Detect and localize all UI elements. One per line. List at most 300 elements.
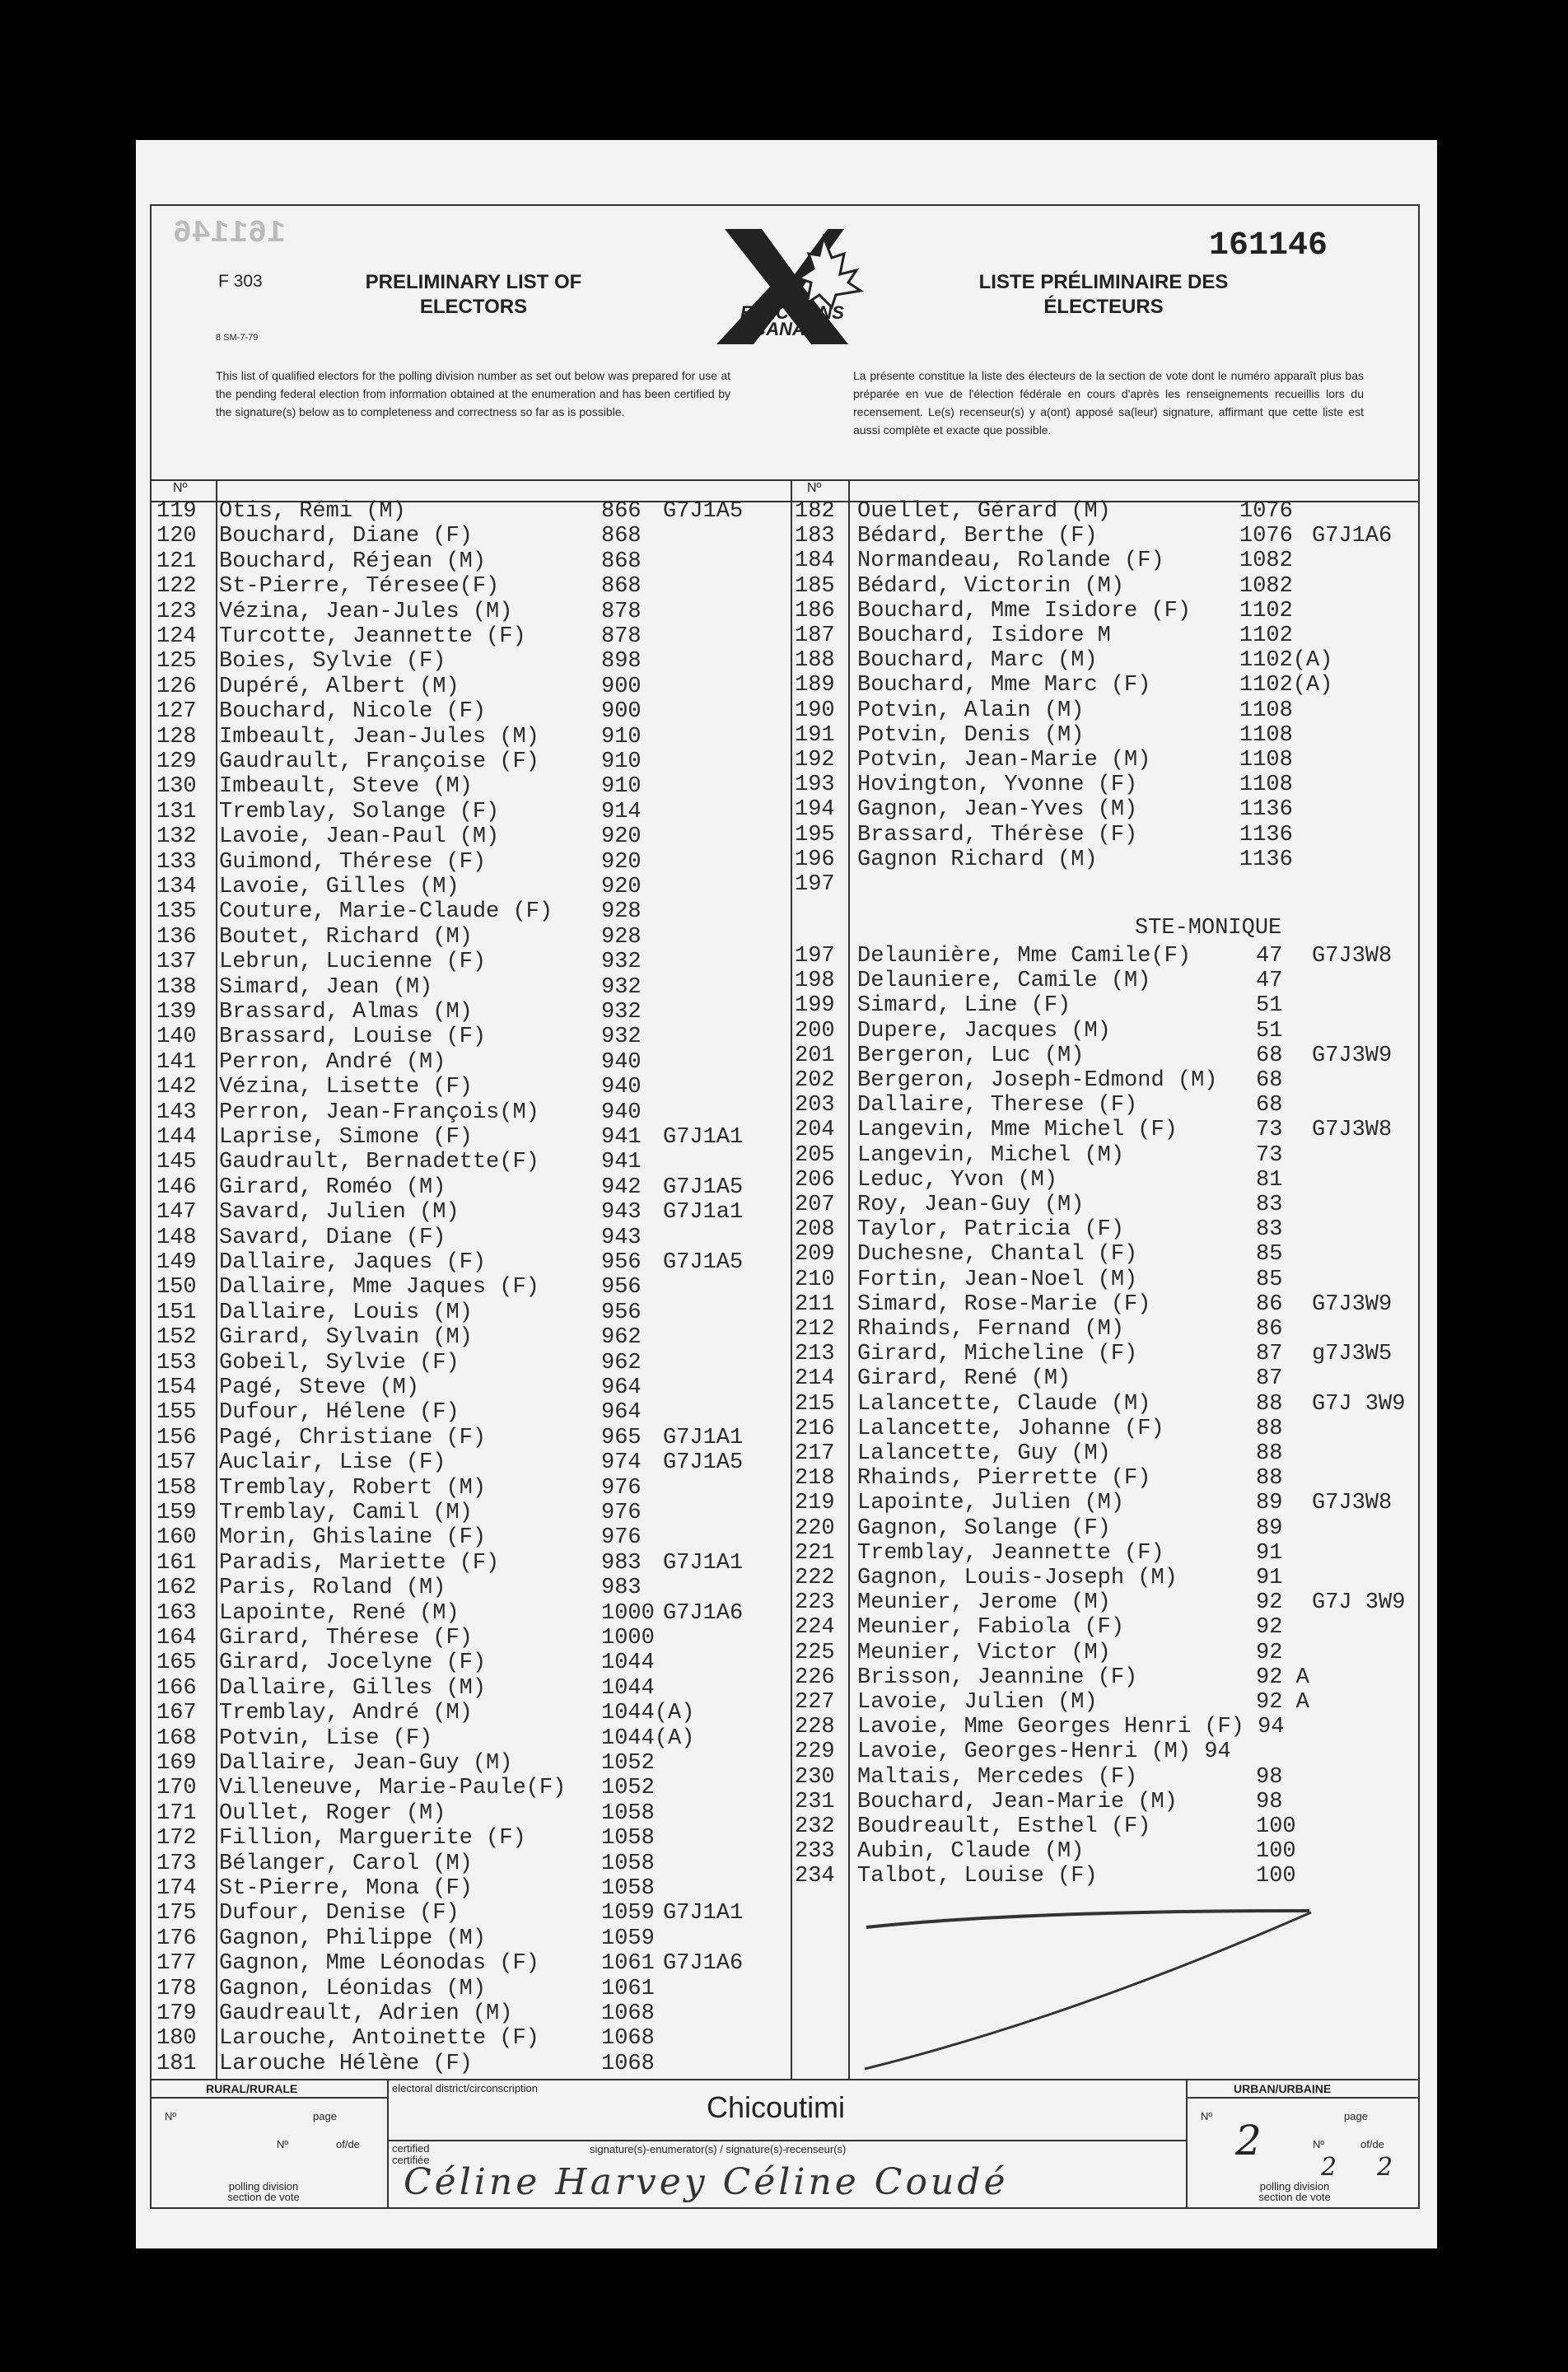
elector-number: 203 — [795, 1093, 835, 1118]
elector-number: 140 — [156, 1025, 197, 1050]
elector-address: 87 — [1256, 1342, 1283, 1367]
elector-number: 151 — [156, 1300, 197, 1325]
elector-name: Gaudrault, Françoise (F) — [219, 749, 539, 774]
elector-number: 165 — [156, 1651, 197, 1676]
elector-address: 1059 — [601, 1926, 655, 1951]
section-heading: STE-MONIQUE — [1135, 916, 1282, 941]
center-rule — [791, 479, 792, 2080]
elector-name: Savard, Julien (M) — [219, 1200, 460, 1226]
elector-name: Girard, Sylvain (M) — [219, 1325, 473, 1351]
elector-number: 125 — [156, 649, 197, 675]
elector-number: 159 — [156, 1501, 197, 1525]
elector-number: 175 — [156, 1901, 197, 1926]
elector-name: Tremblay, Robert (M) — [219, 1475, 487, 1501]
elector-name: Perron, André (M) — [219, 1049, 446, 1075]
elector-address: 1061 — [601, 1951, 655, 1977]
elector-address: 92 — [1256, 1615, 1283, 1641]
elector-name: Dupéré, Albert (M) — [219, 674, 460, 699]
elector-address: 940 — [601, 1075, 642, 1100]
elector-address: 83 — [1256, 1217, 1283, 1243]
serial-number: 161146 — [1209, 227, 1328, 264]
elector-number: 135 — [156, 899, 197, 925]
elector-address: 51 — [1256, 1018, 1283, 1044]
elector-number: 206 — [795, 1167, 835, 1193]
elector-number: 146 — [156, 1174, 197, 1200]
elector-name: Girard, Roméo (M) — [219, 1174, 446, 1200]
elector-number: 156 — [156, 1425, 197, 1450]
elector-number: 162 — [156, 1576, 197, 1601]
elector-name: Perron, Jean-François(M) — [219, 1100, 539, 1125]
elector-name: Imbeault, Jean-Jules (M) — [219, 724, 539, 749]
elector-name: Guimond, Thérese (F) — [219, 849, 487, 875]
elector-name: Taylor, Patricia (F) — [857, 1217, 1125, 1243]
elector-address: 1076 — [1239, 499, 1293, 524]
elector-name: Bouchard, Nicole (F) — [219, 699, 487, 725]
urban-no-value: 2 — [1235, 2117, 1262, 2164]
elector-number: 154 — [156, 1375, 197, 1400]
elector-name: Brassard, Thérèse (F) — [857, 822, 1138, 847]
end-of-list-strike — [856, 1894, 1318, 2084]
elector-address: 976 — [601, 1475, 642, 1501]
elector-name: Dallaire, Jaques (F) — [219, 1250, 487, 1275]
elector-number: 209 — [795, 1242, 835, 1268]
elector-name: Ouellet, Gérard (M) — [857, 499, 1111, 524]
elector-name: Talbot, Louise (F) — [857, 1864, 1098, 1889]
elector-name: Bergeron, Joseph-Edmond (M) — [857, 1068, 1218, 1093]
elector-number: 197 — [795, 944, 835, 969]
footer-top-rule — [150, 2079, 1420, 2080]
elector-name: Dupere, Jacques (M) — [857, 1018, 1111, 1044]
left-elector-list — [156, 499, 782, 2080]
elector-name: Oullet, Roger (M) — [219, 1800, 446, 1826]
elector-address: 962 — [601, 1350, 642, 1375]
elector-postal-code: G7J1A1 — [663, 1550, 744, 1576]
elector-address: 68 — [1256, 1068, 1283, 1093]
elector-name: Lavoie, Julien (M) — [857, 1690, 1098, 1715]
elector-name: Laprise, Simone (F) — [219, 1125, 473, 1150]
print-code: 8 SM-7-79 — [216, 333, 259, 343]
elector-number: 208 — [795, 1217, 835, 1243]
elector-address: 940 — [601, 1049, 642, 1075]
elector-address: 1059 — [601, 1901, 655, 1926]
elector-number: 166 — [156, 1675, 197, 1701]
rural-label: RURAL/RURALE — [206, 2082, 298, 2095]
elector-address: 1136 — [1239, 822, 1293, 847]
elector-address: 941 — [601, 1125, 642, 1150]
table-top-rule — [150, 479, 1420, 481]
elector-number: 132 — [156, 824, 197, 850]
elector-number: 193 — [795, 773, 835, 798]
elector-address: 1076 — [1239, 524, 1293, 549]
elector-name: Potvin, Alain (M) — [857, 698, 1085, 723]
elector-name: Lavoie, Georges-Henri (M) 94 — [857, 1739, 1231, 1765]
elector-address: 976 — [601, 1501, 642, 1525]
elector-postal-code: G7J1A6 — [1312, 524, 1393, 549]
elector-number: 176 — [156, 1926, 197, 1951]
elector-address: 1068 — [601, 2001, 655, 2026]
elector-address: 868 — [601, 524, 642, 549]
elector-address: 898 — [601, 649, 642, 675]
elector-name: Simard, Rose-Marie (F) — [857, 1291, 1151, 1317]
elector-name: St-Pierre, Téresee(F) — [219, 574, 500, 600]
elector-name: Tremblay, André (M) — [219, 1701, 473, 1726]
elector-name: Lavoie, Gilles (M) — [219, 875, 460, 899]
signatures-label: signature(s)-enumerator(s) / signature(s)-recenseur(s) — [590, 2143, 847, 2155]
elector-address: 956 — [601, 1250, 642, 1275]
elector-name: Villeneuve, Marie-Paule(F) — [219, 1776, 567, 1801]
elector-address: 942 — [601, 1174, 642, 1200]
elector-number: 224 — [795, 1615, 835, 1641]
elector-address: 68 — [1256, 1043, 1283, 1068]
elector-address: 943 — [601, 1200, 642, 1226]
elector-number: 211 — [795, 1291, 835, 1317]
elector-number: 119 — [156, 499, 197, 524]
elector-name: Tremblay, Camil (M) — [219, 1501, 473, 1525]
elector-number: 234 — [795, 1864, 835, 1889]
elector-number: 152 — [156, 1325, 197, 1351]
elector-number: 228 — [795, 1715, 835, 1740]
elector-name: Dallaire, Gilles (M) — [219, 1675, 487, 1701]
rural-page-label: page — [313, 2110, 337, 2122]
elector-name: Vézina, Lisette (F) — [219, 1075, 473, 1100]
elector-address: 928 — [601, 924, 642, 950]
elector-name: Savard, Diane (F) — [219, 1225, 446, 1250]
elector-number: 213 — [795, 1342, 835, 1367]
elector-number: 201 — [795, 1043, 835, 1068]
elector-name: Bouchard, Marc (M) — [857, 648, 1098, 674]
elector-number: 179 — [156, 2001, 197, 2026]
elector-postal-code: G7J3W9 — [1312, 1291, 1393, 1317]
elector-name: Girard, Jocelyne (F) — [219, 1651, 487, 1676]
elector-address: 900 — [601, 674, 642, 699]
elector-address: 932 — [601, 1025, 642, 1050]
elector-number: 182 — [795, 499, 835, 524]
elector-address: 932 — [601, 1000, 642, 1025]
elector-number: 170 — [156, 1776, 197, 1801]
elector-name: Rhainds, Fernand (M) — [857, 1317, 1125, 1342]
elector-number: 223 — [795, 1590, 835, 1616]
elector-name: Bouchard, Jean-Marie (M) — [857, 1789, 1178, 1814]
urban-page-no-value: 2 — [1321, 2153, 1337, 2182]
elector-name: Turcotte, Jeannette (F) — [219, 624, 526, 649]
elector-number: 204 — [795, 1118, 835, 1143]
elector-address: 88 — [1256, 1391, 1283, 1417]
elector-number: 138 — [156, 974, 197, 1000]
elector-address: 866 — [601, 499, 642, 524]
elector-number: 121 — [156, 549, 197, 574]
elector-number: 192 — [795, 748, 835, 773]
elector-number: 231 — [795, 1789, 835, 1814]
elector-name: Lalancette, Johanne (F) — [857, 1416, 1164, 1441]
elector-postal-code: G7J1A5 — [663, 1174, 744, 1200]
elector-number: 227 — [795, 1690, 835, 1715]
elector-name: Langevin, Mme Michel (F) — [857, 1118, 1178, 1143]
elector-name: Paris, Roland (M) — [219, 1576, 446, 1601]
elector-name: Paradis, Mariette (F) — [219, 1550, 500, 1576]
elector-address: 910 — [601, 724, 642, 749]
elector-name: Lavoie, Mme Georges Henri (F) 94 — [857, 1715, 1285, 1740]
elector-address: 81 — [1256, 1167, 1283, 1193]
elector-name: Pagé, Christiane (F) — [219, 1425, 487, 1450]
elector-address: 73 — [1256, 1118, 1283, 1143]
elector-number: 142 — [156, 1075, 197, 1100]
elector-name: Bélanger, Carol (M) — [219, 1851, 473, 1876]
elector-number: 205 — [795, 1142, 835, 1168]
elector-number: 183 — [795, 524, 835, 549]
elector-number: 122 — [156, 574, 197, 600]
elector-number: 214 — [795, 1366, 835, 1392]
elector-name: Brisson, Jeannine (F) — [857, 1665, 1138, 1690]
elector-number: 131 — [156, 799, 197, 824]
elector-name: Dallaire, Mme Jaques (F) — [219, 1275, 539, 1300]
elector-number: 199 — [795, 993, 835, 1019]
elector-postal-code: G7J3W9 — [1312, 1043, 1393, 1068]
elector-postal-code: G7J3W8 — [1312, 1491, 1393, 1516]
elector-number: 124 — [156, 624, 197, 649]
elector-postal-code: G7J1A6 — [663, 1951, 744, 1977]
elector-name: Duchesne, Chantal (F) — [857, 1242, 1138, 1268]
elector-name: Delaunière, Mme Camile(F) — [857, 944, 1192, 969]
urban-page-no-label: Nº — [1313, 2138, 1325, 2150]
elector-address: 47 — [1256, 969, 1283, 994]
elector-number: 218 — [795, 1466, 835, 1492]
elector-address: 92 A — [1256, 1665, 1309, 1690]
elector-address: 1044(A) — [601, 1701, 695, 1726]
elector-number: 168 — [156, 1725, 197, 1751]
elector-number: 210 — [795, 1267, 835, 1292]
elector-name: Aubin, Claude (M) — [857, 1839, 1085, 1865]
urban-no-label: Nº — [1201, 2110, 1213, 2122]
elector-number: 157 — [156, 1450, 197, 1476]
urban-of-label: of/de — [1360, 2138, 1384, 2150]
elector-number: 141 — [156, 1049, 197, 1075]
elector-name: Lavoie, Jean-Paul (M) — [219, 824, 500, 850]
elector-address: 910 — [601, 774, 642, 800]
elector-address: 1058 — [601, 1800, 655, 1826]
elector-number: 145 — [156, 1150, 197, 1175]
elector-address: 1044(A) — [601, 1725, 695, 1751]
elector-number: 189 — [795, 673, 835, 698]
elector-number: 191 — [795, 722, 835, 748]
elector-postal-code: G7J3W8 — [1312, 1118, 1393, 1143]
elector-address: 89 — [1256, 1515, 1283, 1541]
elector-name: Meunier, Jerome (M) — [857, 1590, 1111, 1616]
elector-name: Gagnon, Jean-Yves (M) — [857, 797, 1138, 823]
elector-number: 188 — [795, 648, 835, 674]
elector-number: 153 — [156, 1350, 197, 1375]
elector-number: 129 — [156, 749, 197, 774]
elector-address: 1102(A) — [1239, 673, 1333, 698]
elector-postal-code: G7J1a1 — [663, 1200, 744, 1226]
elector-address: 68 — [1256, 1093, 1283, 1118]
elector-address: 1052 — [601, 1776, 655, 1801]
elector-address: 92 — [1256, 1640, 1283, 1665]
elector-address: 1044 — [601, 1675, 655, 1701]
elector-number: 216 — [795, 1416, 835, 1441]
elector-number: 171 — [156, 1800, 197, 1826]
elector-address: 964 — [601, 1400, 642, 1426]
elector-address: 88 — [1256, 1416, 1283, 1441]
elector-name: Couture, Marie-Claude (F) — [219, 899, 553, 925]
elector-name: Fortin, Jean-Noel (M) — [857, 1267, 1138, 1292]
elector-postal-code: G7J1A1 — [663, 1125, 744, 1150]
elector-address: 85 — [1256, 1267, 1283, 1292]
elector-name: Lapointe, René (M) — [219, 1600, 460, 1626]
elector-address: 1068 — [601, 2051, 655, 2076]
urban-label: URBAN/URBAINE — [1234, 2082, 1332, 2095]
urban-polling-label: polling division section de vote — [1258, 2180, 1331, 2203]
elector-name: Imbeault, Steve (M) — [219, 774, 473, 800]
district-value: Chicoutimi — [707, 2090, 846, 2124]
elector-address: 976 — [601, 1525, 642, 1551]
elector-name: Bouchard, Isidore M — [857, 623, 1111, 648]
elector-name: Rhainds, Pierrette (F) — [857, 1466, 1151, 1492]
elector-name: Tremblay, Solange (F) — [219, 799, 500, 824]
elector-postal-code: G7J1A5 — [663, 1250, 744, 1275]
elector-address: 920 — [601, 875, 642, 899]
elector-address: 983 — [601, 1550, 642, 1576]
elector-number: 222 — [795, 1566, 835, 1590]
urban-page-label: page — [1344, 2110, 1368, 2122]
elector-address: 88 — [1256, 1441, 1283, 1466]
elector-address: 1136 — [1239, 797, 1293, 823]
elector-number: 172 — [156, 1826, 197, 1851]
elector-name: Fillion, Marguerite (F) — [219, 1826, 526, 1851]
elector-postal-code: G7J1A5 — [663, 1450, 744, 1476]
certified-label: certified certifiée — [392, 2142, 430, 2166]
elector-address: 85 — [1256, 1242, 1283, 1268]
elector-number: 212 — [795, 1317, 835, 1342]
elector-name: Bouchard, Mme Marc (F) — [857, 673, 1151, 698]
elector-name: Girard, René (M) — [857, 1366, 1071, 1392]
elector-address: 928 — [601, 899, 642, 925]
elector-name: Brassard, Louise (F) — [219, 1025, 487, 1050]
rural-polling-label: polling division section de vote — [227, 2180, 300, 2203]
elector-name: Normandeau, Rolande (F) — [857, 549, 1164, 574]
rural-of-label: of/de — [336, 2138, 360, 2150]
enumerator-signatures: Céline Harvey Céline Coudé — [404, 2161, 1009, 2203]
elector-number: 127 — [156, 699, 197, 725]
elector-address: 1058 — [601, 1826, 655, 1851]
elector-name: Vézina, Jean-Jules (M) — [219, 599, 513, 624]
elector-number: 190 — [795, 698, 835, 723]
elector-name: Gaudreault, Adrien (M) — [219, 2001, 513, 2026]
elector-address: 983 — [601, 1576, 642, 1601]
elector-number: 220 — [795, 1515, 835, 1541]
elector-address: 1108 — [1239, 748, 1293, 773]
elector-number: 178 — [156, 1976, 197, 2001]
elector-name: Brassard, Almas (M) — [219, 1000, 473, 1025]
elector-address: 1108 — [1239, 773, 1293, 798]
elector-number: 163 — [156, 1600, 197, 1626]
elector-number: 194 — [795, 797, 835, 823]
elector-number: 136 — [156, 924, 197, 950]
elector-number: 225 — [795, 1640, 835, 1665]
elector-postal-code: G7J1A5 — [663, 499, 744, 524]
elector-address: 1102 — [1239, 623, 1293, 648]
elector-address: 98 — [1256, 1764, 1283, 1790]
elector-address: 89 — [1256, 1491, 1283, 1516]
elector-name: Meunier, Fabiola (F) — [857, 1615, 1125, 1641]
elector-number: 200 — [795, 1018, 835, 1044]
elector-name: Gaudrault, Bernadette(F) — [219, 1150, 539, 1175]
elector-name: Meunier, Victor (M) — [857, 1640, 1111, 1665]
elector-name: Bergeron, Luc (M) — [857, 1043, 1085, 1068]
elector-number: 185 — [795, 573, 835, 599]
elector-address: 965 — [601, 1425, 642, 1450]
elector-name: Otis, Rémi (M) — [219, 499, 406, 524]
elector-address: 943 — [601, 1225, 642, 1250]
elector-number: 195 — [795, 822, 835, 847]
rural-no-label: Nº — [165, 2110, 177, 2122]
elector-name: Gagnon, Philippe (M) — [219, 1926, 487, 1951]
elector-number: 143 — [156, 1100, 197, 1125]
elector-address: 100 — [1256, 1839, 1296, 1865]
elector-address: 1082 — [1239, 573, 1293, 599]
elector-name: Gagnon Richard (M) — [857, 847, 1098, 872]
elector-number: 167 — [156, 1701, 197, 1726]
elector-address: 1061 — [601, 1976, 655, 2001]
elector-name: Lebrun, Lucienne (F) — [219, 950, 487, 975]
elector-address: 1058 — [601, 1876, 655, 1901]
elector-address: 1102(A) — [1239, 648, 1333, 674]
elector-address: 956 — [601, 1300, 642, 1325]
elector-name: Dallaire, Louis (M) — [219, 1300, 473, 1325]
elector-name: Potvin, Lise (F) — [219, 1725, 433, 1751]
elector-address: 941 — [601, 1150, 642, 1175]
elector-number: 161 — [156, 1550, 197, 1576]
elector-number: 164 — [156, 1626, 197, 1651]
elector-address: 51 — [1256, 993, 1283, 1019]
elector-address: 868 — [601, 549, 642, 574]
elector-address: 92 A — [1256, 1690, 1309, 1715]
elector-name: Auclair, Lise (F) — [219, 1450, 446, 1476]
elector-number: 196 — [795, 847, 835, 872]
elector-name: Bouchard, Diane (F) — [219, 524, 473, 549]
elector-address: 1000 — [601, 1626, 655, 1651]
elector-address: 914 — [601, 799, 642, 824]
footer-rural-rule — [150, 2097, 387, 2099]
elector-address: 1082 — [1239, 549, 1293, 574]
elector-address: 1068 — [601, 2026, 655, 2052]
intro-french: La présente constitue la liste des électeurs de la section de vote dont le numéro apparaît plus bas préparée en vue de l'élection fédérale en cours d'après les renseignements recueillis lors du recensement. Le(s) recenseur(s) y a(ont) apposé sa(leur) signature, affirmant que cette liste est aussi complète et exacte que possible. — [853, 369, 1364, 437]
elector-name: Maltais, Mercedes (F) — [857, 1764, 1138, 1790]
form-number: F 303 — [218, 272, 263, 291]
elector-address: 86 — [1256, 1291, 1283, 1317]
elector-address: 956 — [601, 1275, 642, 1300]
elector-number: 144 — [156, 1125, 197, 1150]
elector-number: 120 — [156, 524, 197, 549]
elector-name: Bédard, Victorin (M) — [857, 573, 1125, 599]
elector-address: 1102 — [1239, 598, 1293, 623]
elector-address: 1108 — [1239, 722, 1293, 748]
elector-number: 169 — [156, 1751, 197, 1776]
elector-name: Lalancette, Claude (M) — [857, 1391, 1151, 1417]
elector-number: 155 — [156, 1400, 197, 1426]
intro-english: This list of qualified electors for the polling division number as set out below was prepared for use at the pending federal election from information obtained at the enumeration and has been certified by the signature(s) below as to completeness and correctness so far as is possible. — [216, 369, 730, 418]
elector-address: 878 — [601, 624, 642, 649]
elector-name: St-Pierre, Mona (F) — [219, 1876, 473, 1901]
elector-number: 149 — [156, 1250, 197, 1275]
elector-number: 229 — [795, 1739, 835, 1765]
elector-number: 177 — [156, 1951, 197, 1977]
urban-page-of-value: 2 — [1377, 2153, 1393, 2182]
elector-number: 150 — [156, 1275, 197, 1300]
elector-address: 1000 — [601, 1600, 655, 1626]
elector-name: Bédard, Berthe (F) — [857, 524, 1098, 549]
elector-postal-code: G7J1A1 — [663, 1901, 744, 1926]
title-french: LISTE PRÉLIMINAIRE DES ÉLECTEURS — [978, 271, 1229, 318]
